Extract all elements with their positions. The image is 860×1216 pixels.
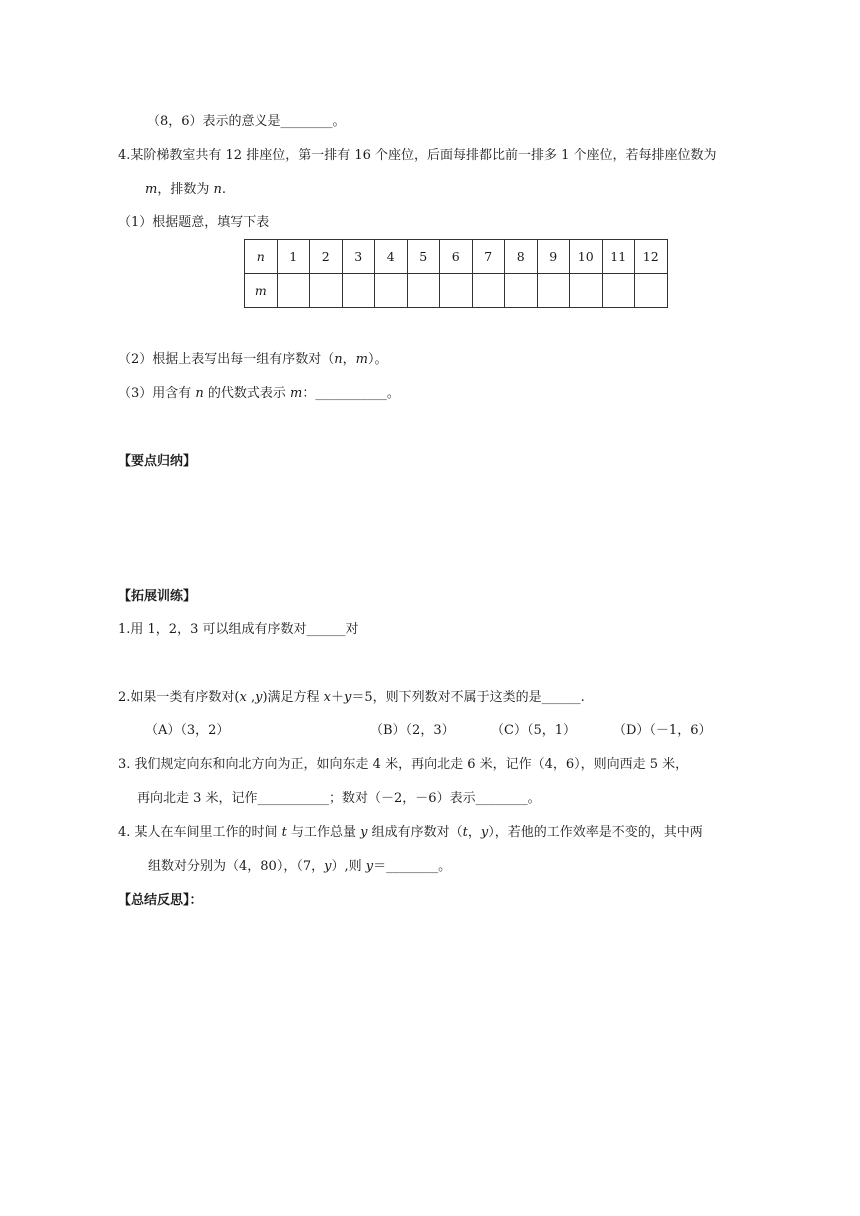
ext2-question [118,689,585,707]
table-cell-m-blank [472,274,505,308]
q4-line2-end: . [221,182,226,197]
table-cell-m-blank [602,274,635,308]
seat-table [244,239,668,308]
ext2-c: ＝5，则下列数对不属于这类的是______. [351,690,585,705]
table-cell-m-blank [310,274,343,308]
ext4-d: ， [467,825,481,840]
var-y: y [480,825,489,840]
ext4-line2-c: ＝________。 [373,859,452,874]
q4-line2-mid: ，排数为 [157,182,214,197]
q4-part2-b: ）。 [368,352,388,367]
var-n: n [213,182,222,197]
table-cell-m-blank [342,274,375,308]
var-m: m [355,352,368,367]
table-cell-n: 8 [505,240,538,274]
table-cell-m-blank [635,274,668,308]
var-y: y [360,825,368,840]
var-y: y [344,690,352,705]
table-cell-n: 4 [375,240,408,274]
table-cell-m-blank [505,274,538,308]
ext4-b: 与工作总量 [286,825,361,840]
table-cell-n: 10 [570,240,603,274]
table-cell-n: 7 [472,240,505,274]
ext4-line2 [148,858,451,876]
section-summary: 【总结反思】： [118,893,203,908]
q4-part3-mid: 的代数式表示 [203,386,291,401]
ext2-b: )满足方程 [262,690,324,705]
var-n: n [195,386,204,401]
table-row-n [245,240,668,274]
table-cell-n: 6 [440,240,473,274]
q3-tail: （8，6）表示的意义是________。 [147,114,346,129]
q4-part1: （1）根据题意，填写下表 [118,215,270,230]
q4-part2 [118,351,388,369]
ext4-c: 组成有序数对（ [367,825,463,840]
q4-line1: 4.某阶梯教室共有 12 排座位，第一排有 16 个座位，后面每排都比前一排多 1 个座位，若每排座位数为 [118,148,717,163]
var-x: x [323,690,332,705]
q4-part3-a: （3）用含有 [118,386,196,401]
table-cell-n: 3 [342,240,375,274]
ext4-line2-b: ）,则 [331,859,366,874]
var-x: x [239,690,247,705]
section-extension: 【拓展训练】 [118,589,197,604]
ext2-option-b: （B）（2，3） [370,723,455,738]
ext3-line1: 3. 我们规定向东和向北方向为正，如向东走 4 米，再向北走 6 米，记作（4，6），则向西走 5 米， [118,757,689,772]
ext2-plus: ＋ [331,690,345,705]
q4-part2-a: （2）根据上表写出每一组有序数对（ [118,352,335,367]
q4-part3-b: ：___________。 [302,386,400,401]
table-cell-n: 9 [537,240,570,274]
table-cell-m-blank [537,274,570,308]
table-cell-n: 11 [602,240,635,274]
var-y: y [324,859,332,874]
var-n: n [334,352,343,367]
table-cell-n: 2 [310,240,343,274]
ext4-e: ），若他的工作效率是不变的，其中两 [488,825,703,840]
q4-line2 [145,181,226,199]
table-cell-m-blank [407,274,440,308]
q4-part3 [118,385,400,403]
var-t: t [281,825,287,840]
table-cell-n: 12 [635,240,668,274]
table-cell-m-blank [440,274,473,308]
var-y: y [255,690,263,705]
ext4-a: 4. 某人在车间里工作的时间 [118,825,282,840]
table-head-m: m [245,274,278,308]
q4-part2-sep: ， [342,352,356,367]
ext4-line2-a: 组数对分别为（4，80），（7， [148,859,325,874]
ext2-option-a: （A）（3，2） [145,723,230,738]
ext3-line2: 再向北走 3 米，记作___________；数对（－2，－6）表示________。 [137,791,541,806]
ext4-line1 [118,824,703,842]
table-head-n: n [245,240,278,274]
ext1: 1.用 1，2，3 可以组成有序数对______对 [118,622,359,637]
section-key-points: 【要点归纳】 [118,454,197,469]
ext2-option-c: （C）（5，1） [491,723,576,738]
var-m: m [145,182,158,197]
var-y: y [365,859,374,874]
var-t: t [462,825,468,840]
ext2-option-d: （D）（－1，6） [613,723,712,738]
table-cell-n: 5 [407,240,440,274]
table-row-m [245,274,668,308]
ext2-comma: , [246,690,256,705]
ext2-a: 2.如果一类有序数对( [118,690,240,705]
table-cell-m-blank [570,274,603,308]
table-cell-m-blank [375,274,408,308]
table-cell-m-blank [277,274,310,308]
var-m: m [290,386,303,401]
table-cell-n: 1 [277,240,310,274]
